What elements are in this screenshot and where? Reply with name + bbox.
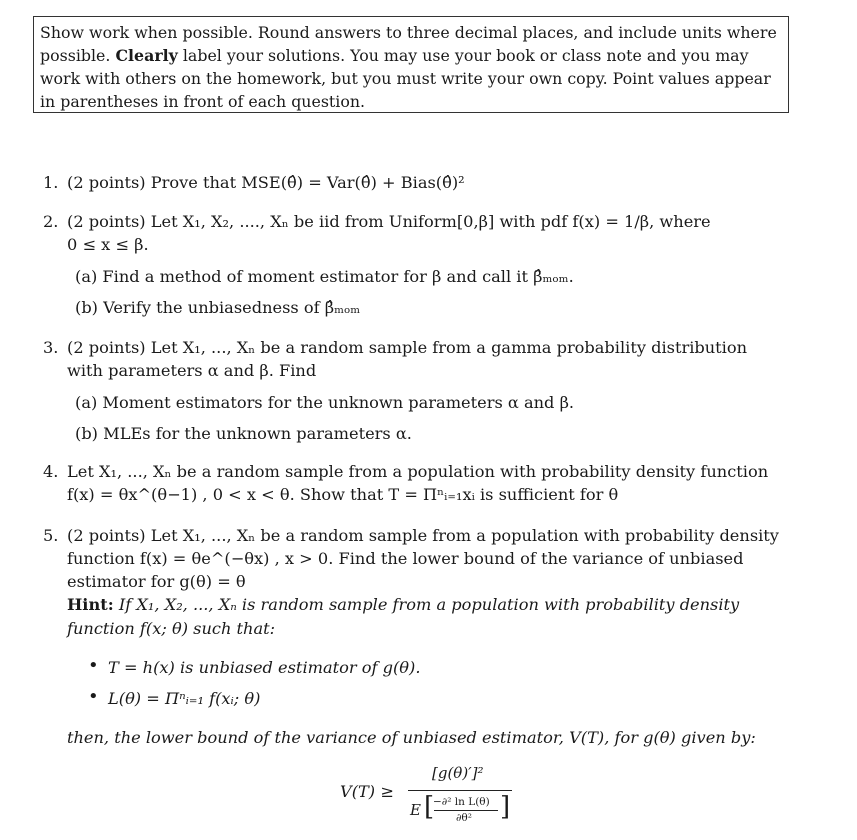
formula-inner-bar	[434, 810, 498, 811]
formula-lhs: V(T) ≥	[340, 782, 394, 801]
q2-line1: (2 points) Let X₁, X₂, ...., Xₙ be iid from Uniform[0,β] with pdf f(x) = 1/β, where	[67, 212, 711, 231]
q2-part-a: (a) Find a method of moment estimator for β and call it β̂ₘₒₘ.	[75, 267, 574, 286]
q5-line3: estimator for g(θ) = θ	[67, 572, 246, 591]
formula-numerator: [g(θ)′]²	[432, 764, 484, 782]
q4-line1: Let X₁, ..., Xₙ be a random sample from a population with probability density function	[67, 462, 769, 481]
hint-bullet-1: T = h(x) is unbiased estimator of g(θ).	[108, 658, 421, 677]
formula-main-bar	[408, 790, 512, 791]
bullet-dot-2: •	[88, 686, 99, 707]
formula-bracket-right: ]	[500, 792, 511, 822]
hint-bullet-2: L(θ) = Πⁿᵢ₌₁ f(xᵢ; θ)	[108, 689, 261, 708]
q3-part-b: (b) MLEs for the unknown parameters α.	[75, 424, 412, 443]
formula-inner-num: −∂² ln L(θ)	[433, 796, 490, 808]
q2-number: 2.	[43, 212, 59, 231]
q2-line2: 0 ≤ x ≤ β.	[67, 235, 149, 254]
q5-line1: (2 points) Let X₁, ..., Xₙ be a random sample from a population with probability density	[67, 526, 779, 545]
q4-number: 4.	[43, 462, 59, 481]
hint-text-1: If X₁, X₂, ..., Xₙ is random sample from a population with probability density	[118, 595, 740, 614]
bullet-dot-1: •	[88, 655, 99, 676]
instructions-bold: Clearly	[115, 46, 178, 65]
instructions-part2: label your solutions. You may use your book or class note and you may work with others on the homework, but you must write your own copy. Point values appear in parentheses in front of each question.	[40, 46, 771, 111]
hint-label: Hint:	[67, 595, 114, 614]
formula-inner-den: ∂θ²	[456, 812, 472, 824]
q4-line2: f(x) = θx^(θ−1) , 0 < x < θ. Show that T = Πⁿᵢ₌₁xᵢ is sufficient for θ	[67, 485, 619, 504]
q3-number: 3.	[43, 338, 59, 357]
q3-line1: (2 points) Let X₁, ..., Xₙ be a random sample from a gamma probability distribution	[67, 338, 748, 357]
formula-den-E: E	[410, 801, 421, 819]
q5-line2: function f(x) = θe^(−θx) , x > 0. Find the lower bound of the variance of unbiased	[67, 549, 744, 568]
hint-line1	[67, 595, 739, 614]
q1-text: (2 points) Prove that MSE(θ̂) = Var(θ̂) + Bias(θ̂)²	[67, 173, 465, 192]
hint-line2: function f(x; θ) such that:	[67, 619, 276, 638]
hint-then: then, the lower bound of the variance of unbiased estimator, V(T), for g(θ) given by:	[67, 728, 756, 747]
q2-part-b: (b) Verify the unbiasedness of β̂ₘₒₘ	[75, 298, 361, 317]
q5-number: 5.	[43, 526, 59, 545]
instructions-part1: Show work when possible. Round answers to three decimal places, and include units where possible.	[40, 23, 777, 65]
instructions-box	[33, 16, 789, 113]
instructions-text	[40, 21, 782, 113]
q3-line2: with parameters α and β. Find	[67, 361, 317, 380]
formula-bracket-left: [	[424, 792, 435, 822]
q1-number: 1.	[43, 173, 59, 192]
q3-part-a: (a) Moment estimators for the unknown parameters α and β.	[75, 393, 575, 412]
